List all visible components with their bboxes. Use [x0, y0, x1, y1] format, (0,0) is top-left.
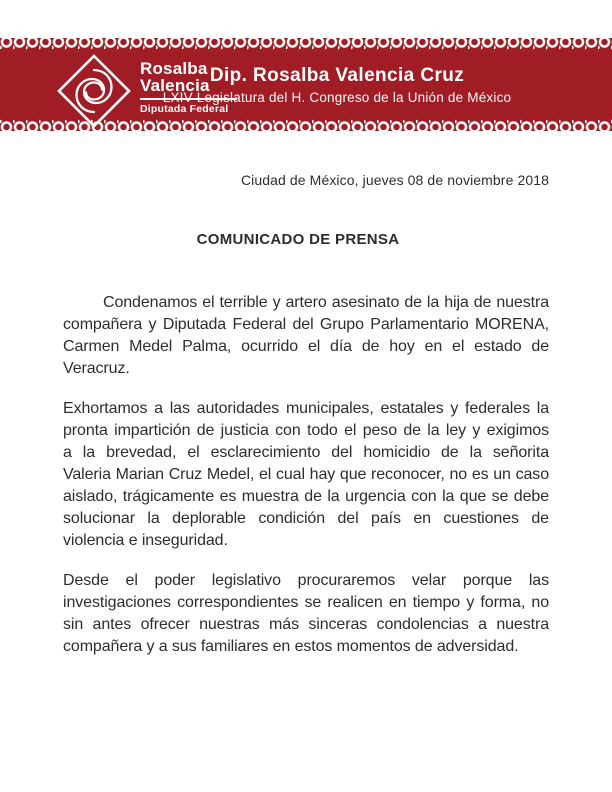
paragraph-line: compañera y a sus familiares en estos momentos de adversidad.	[63, 638, 519, 655]
legislature-subtitle: LXIV Legislatura del H. Congreso de la Unión de México	[162, 89, 512, 105]
header-title-block	[62, 65, 612, 105]
document-title: COMUNICADO DE PRENSA	[196, 231, 400, 248]
paragraph-line: pronta impartición de justicia con todo el peso de la ley y exigimos	[63, 422, 549, 439]
paragraph-line: Condenamos el terrible y artero asesinato de la hija de nuestra	[103, 294, 549, 311]
paragraph-line: investigaciones correspondientes se realicen en tiempo y forma, no	[63, 594, 549, 611]
paragraph	[63, 292, 549, 380]
header-band-body	[0, 51, 612, 118]
deputy-name-title: Dip. Rosalba Valencia Cruz	[209, 64, 465, 86]
paragraph-line: Valeria Marian Cruz Medel, el cual hay que reconocer, no es un caso	[63, 466, 549, 483]
paragraph-line: Veracruz.	[63, 360, 130, 377]
paragraph-line: solucionar la deplorable condición del país en cuestiones de	[63, 510, 549, 527]
logo-name-line1: Rosalba	[140, 59, 208, 78]
paragraph	[63, 570, 549, 658]
paragraph-line: sin antes ofrecer nuestras más sinceras condolencias a nuestra	[63, 616, 549, 633]
dateline: Ciudad de México, jueves 08 de noviembre 2018	[240, 172, 549, 188]
logo-subtitle: Diputada Federal	[140, 103, 229, 115]
paragraph-line: violencia e inseguridad.	[63, 532, 228, 549]
paragraph-line: Desde el poder legislativo procuraremos velar porque las	[63, 572, 549, 589]
paragraph	[63, 398, 549, 552]
paragraph-line: a la brevedad, el esclarecimiento del homicidio de la señorita	[63, 444, 549, 461]
paragraph-line: Carmen Medel Palma, ocurrido el día de hoy en el estado de	[63, 338, 549, 355]
papel-picado-top-border	[0, 38, 612, 51]
paragraph-line: Exhortamos a las autoridades municipales, estatales y federales la	[63, 400, 549, 417]
paragraphs	[63, 292, 549, 658]
header-band	[0, 38, 612, 131]
logo-name-line2: Valencia	[140, 76, 210, 95]
paragraph-line: aislado, trágicamente es muestra de la urgencia con la que se debe	[63, 488, 549, 505]
paragraph-line: compañera y Diputada Federal del Grupo Parlamentario MORENA,	[63, 316, 549, 333]
document-body	[0, 172, 612, 658]
